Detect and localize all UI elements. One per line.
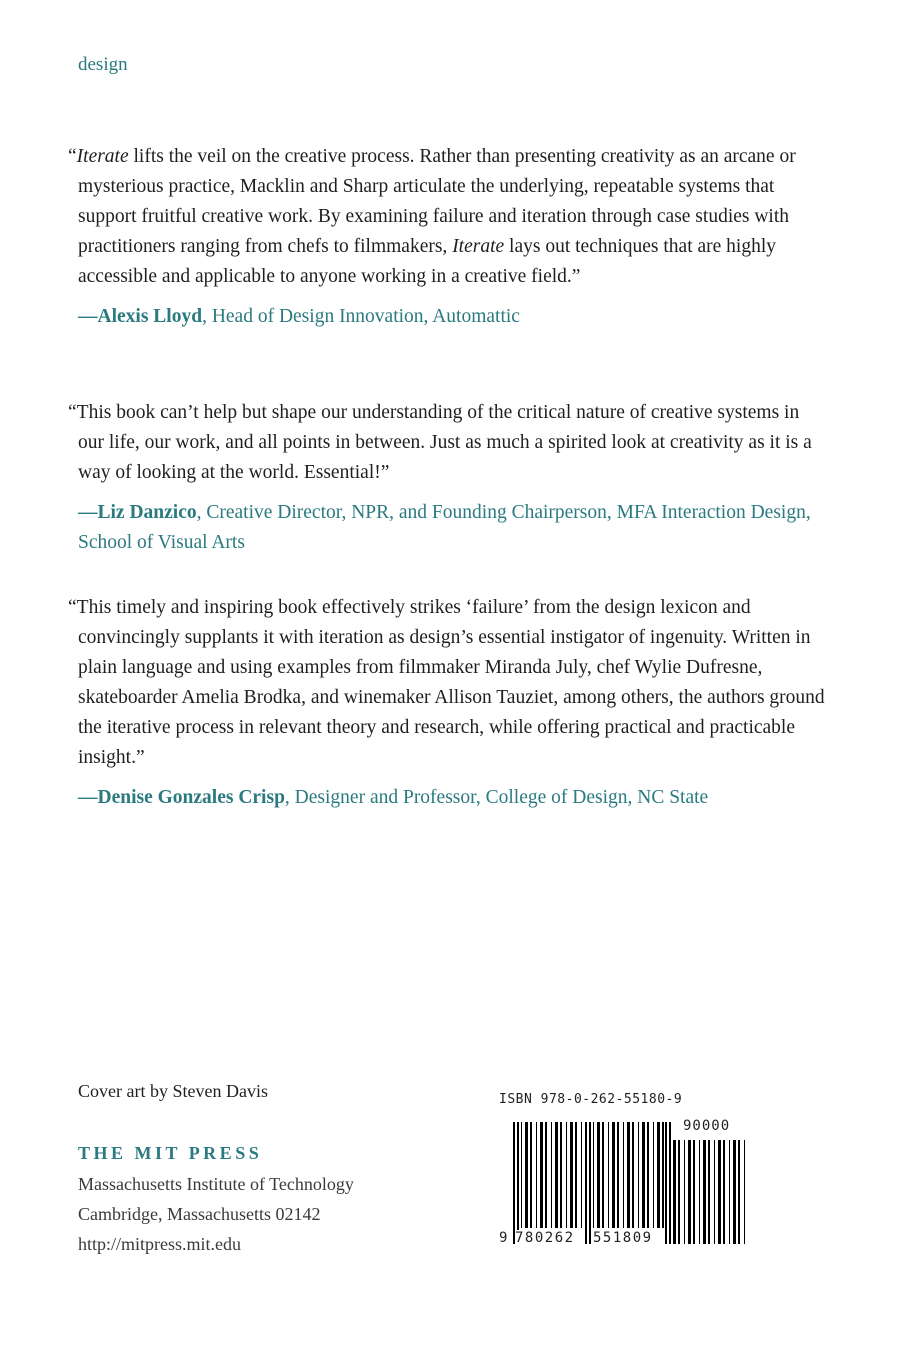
barcode-bar [555, 1122, 558, 1228]
publisher-block [78, 1138, 354, 1259]
blurb-1-title-em: Iterate [76, 146, 129, 167]
blurb-1-attribution [68, 302, 828, 332]
barcode-bar [525, 1122, 528, 1228]
barcode-bar [733, 1140, 736, 1244]
barcode-bar [617, 1122, 619, 1228]
barcode-bar [642, 1122, 645, 1228]
barcode-guard-bar [665, 1122, 667, 1244]
barcode-bar [714, 1140, 715, 1244]
barcode-guard-bar [669, 1122, 671, 1244]
publisher-name: THE MIT PRESS [78, 1143, 263, 1163]
blurb-2-role: , Creative Director, NPR, and Founding Chairperson, MFA Interaction Design, School of Visual Arts [78, 502, 811, 553]
barcode-bar [678, 1140, 680, 1244]
barcode-right-digits: 551809 [593, 1230, 653, 1246]
barcode-bar [530, 1122, 532, 1228]
blurb-2-name: Liz Danzico [97, 502, 197, 523]
blurb-3-quote: “This timely and inspiring book effectively strikes ‘failure’ from the design lexicon and convincingly supplants it with iteration as design’s essential instigator of ingenuity. Written in plain language and using examples from filmmaker Miranda July, chef Wylie Dufresne, skateboarder Amelia Brodka, and winemaker Allison Tauziet, among others, the authors ground the iterative process in relevant theory and research, while offering practical and practicable insight.” [68, 597, 825, 768]
barcode-bar [693, 1140, 695, 1244]
barcode-bar [657, 1122, 660, 1228]
barcode-bar [673, 1140, 676, 1244]
cover-art-credit: Cover art by Steven Davis [78, 1081, 268, 1101]
barcode-bar [723, 1140, 725, 1244]
barcode-bar [688, 1140, 691, 1244]
barcode-bar [597, 1122, 600, 1228]
barcode-bar [729, 1140, 730, 1244]
barcode-bar [632, 1122, 634, 1228]
publisher-institution: Massachusetts Institute of Technology [78, 1174, 354, 1194]
blurb-2-quote: “This book can’t help but shape our understanding of the critical nature of creative systems in our life, our work, and all points in between. Just as much a spirited look at creativity as it is a way of looking at the world. Essential!” [68, 402, 812, 483]
barcode-bar [560, 1122, 562, 1228]
barcode-bar [647, 1122, 649, 1228]
barcode-bar [738, 1140, 740, 1244]
barcode-bar [708, 1140, 710, 1244]
blurb-3-dash: — [78, 787, 98, 808]
barcode-bar [744, 1140, 745, 1244]
blurb-3-attribution [68, 783, 828, 813]
barcode-guard-bar [589, 1122, 591, 1244]
barcode-guard-bar [517, 1122, 519, 1244]
barcode-bar [540, 1122, 543, 1228]
blurb-1-quote [68, 142, 828, 292]
blurb-1-title-em-2: Iterate [452, 236, 505, 257]
barcode-bar [703, 1140, 706, 1244]
barcode-bar [623, 1122, 624, 1228]
barcode-bar [536, 1122, 537, 1228]
blurb-2-dash: — [78, 502, 98, 523]
blurb-1 [68, 142, 828, 332]
blurb-2 [68, 398, 828, 558]
barcode-bar [608, 1122, 609, 1228]
publisher-url: http://mitpress.mit.edu [78, 1234, 241, 1254]
blurb-1-dash: — [78, 306, 98, 327]
barcode-bar [699, 1140, 700, 1244]
barcode-first-digit: 9 [499, 1230, 508, 1246]
barcode-bar [570, 1122, 573, 1228]
blurb-1-quote-end: lays out techniques that are highly accessible and applicable to anyone working in a creative field.” [78, 236, 777, 287]
barcode-left-digits: 780262 [515, 1230, 575, 1246]
barcode-bar [662, 1122, 664, 1228]
blurb-1-role: , Head of Design Innovation, Automattic [202, 306, 520, 327]
blurb-3 [68, 593, 828, 813]
barcode-bar [684, 1140, 685, 1244]
barcode-bar [612, 1122, 615, 1228]
isbn-label: ISBN 978-0-262-55180-9 [499, 1092, 683, 1107]
barcode-bar [602, 1122, 604, 1228]
category-label: design [78, 54, 128, 75]
blurb-2-attribution [68, 498, 828, 558]
barcode [499, 1118, 750, 1252]
barcode-bar [581, 1122, 582, 1228]
barcode-bar [593, 1122, 594, 1228]
barcode-bar [551, 1122, 552, 1228]
blurb-1-quote-mid: lifts the veil on the creative process. Rather than presenting creativity as an arcane or mysterious practice, Macklin and Sharp articulate the underlying, repeatable systems that support fruitful creative work. By examining failure and iteration through case studies with practitioners ranging from chefs to filmmakers, [78, 146, 796, 257]
barcode-bar [521, 1122, 522, 1228]
barcode-guard-bar [585, 1122, 587, 1244]
barcode-bar [638, 1122, 639, 1228]
barcode-bar [545, 1122, 547, 1228]
barcode-price-code: 90000 [683, 1118, 731, 1134]
barcode-bar [718, 1140, 721, 1244]
blurb-3-role: , Designer and Professor, College of Design, NC State [284, 787, 709, 808]
barcode-bar [653, 1122, 654, 1228]
barcode-guard-bar [513, 1122, 515, 1244]
barcode-bar [627, 1122, 630, 1228]
barcode-bar [575, 1122, 577, 1228]
blurb-1-name: Alexis Lloyd [97, 306, 203, 327]
barcode-bar [566, 1122, 567, 1228]
publisher-address: Cambridge, Massachusetts 02142 [78, 1204, 321, 1224]
blurb-3-name: Denise Gonzales Crisp [97, 787, 285, 808]
blurb-1-open-quote: “ [68, 146, 77, 167]
